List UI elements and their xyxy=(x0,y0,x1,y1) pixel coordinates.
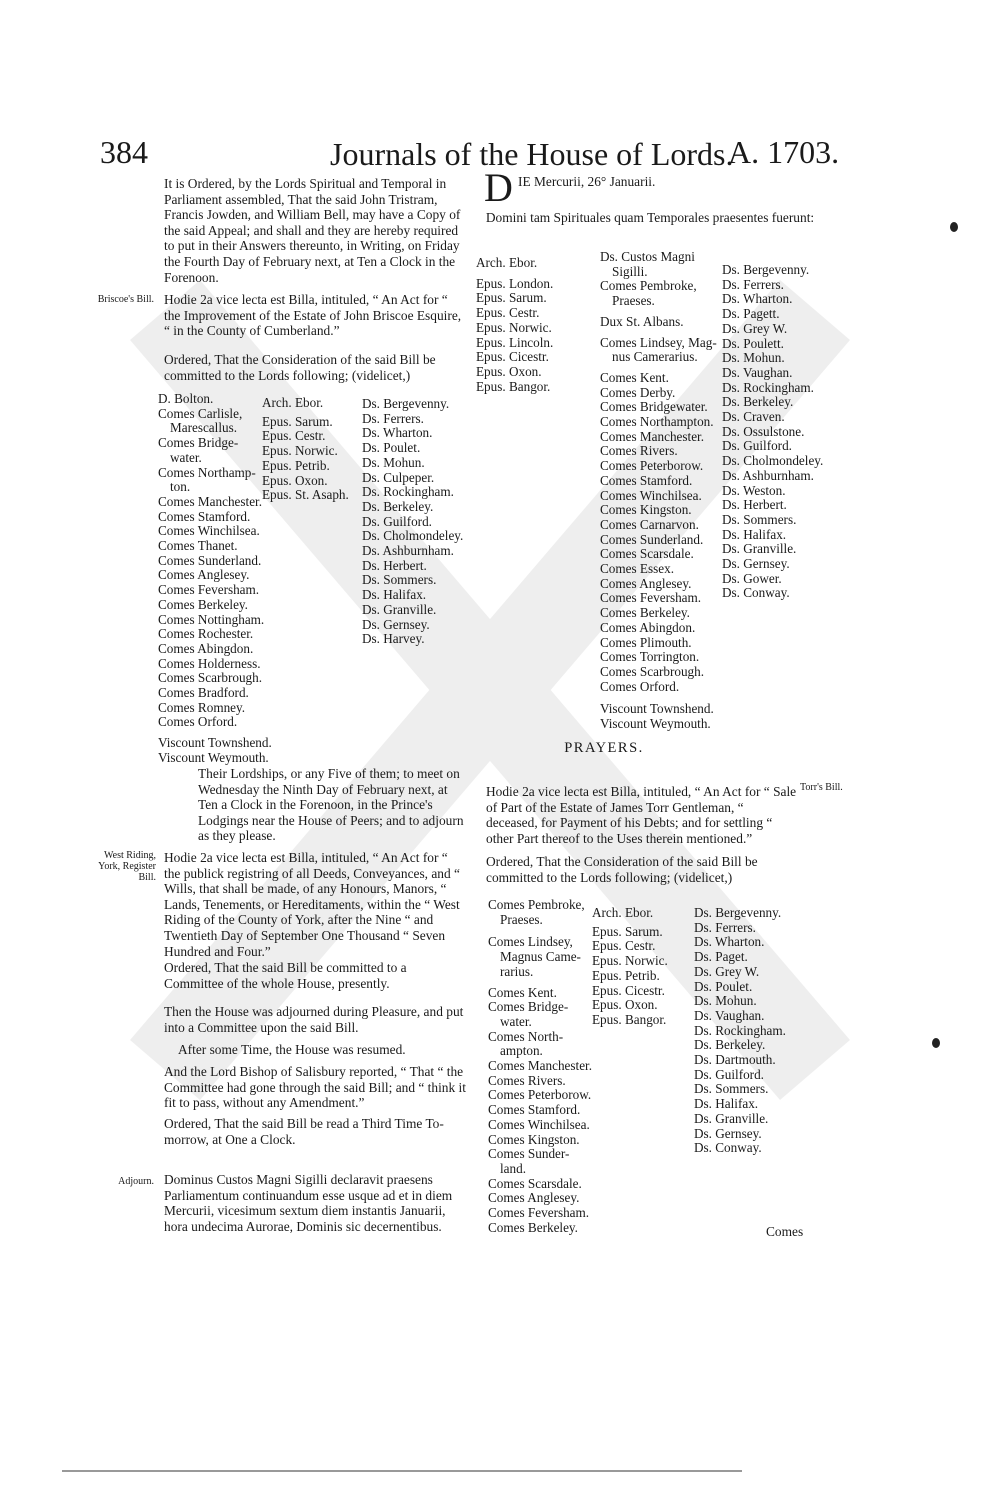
list-item: Marescallus. xyxy=(170,420,238,436)
list-item: Comes Anglesey. xyxy=(488,1190,580,1206)
list-item: Ds. Harvey. xyxy=(362,631,425,647)
list-item: Comes Orford. xyxy=(158,714,238,730)
catchword: Comes xyxy=(766,1224,804,1239)
list-item: Comes Kent. xyxy=(488,984,557,1000)
list-item: Comes Peterborow. xyxy=(488,1087,592,1103)
briscoe-committee-col2 xyxy=(262,396,349,503)
list-item: Ds. Gernsey. xyxy=(722,556,790,572)
list-item: Epus. Cicestr. xyxy=(592,982,665,998)
list-item: Ds. Gower. xyxy=(722,570,782,586)
list-item: Comes Thanet. xyxy=(158,538,238,554)
list-item: Comes Stamford. xyxy=(488,1102,581,1118)
list-item: Ds. Conway. xyxy=(722,585,790,601)
list-item: Arch. Ebor. xyxy=(262,395,324,410)
list-item: Ds. Vaughan. xyxy=(722,364,793,380)
list-item: land. xyxy=(500,1160,527,1176)
session-date: IE Mercurii, 26° Januarii. xyxy=(518,174,656,189)
list-item: Comes Northamp- xyxy=(158,464,256,480)
list-item: Ds. Dartmouth. xyxy=(694,1052,776,1068)
ordered-appeal-paragraph: It is Ordered, by the Lords Spiritual and Temporal in Parliament assembled, That the said John Tristram, Francis Jowden, and William Bell, may have a Copy of the said Appeal; and shall and they are hereby required to put in their Answers thereunto, in Writing, on Friday the Fourth Day of February next, at Ten a Clock in the Forenoon. xyxy=(164,176,461,285)
list-item: Praeses. xyxy=(612,293,655,309)
list-item: Epus. London. xyxy=(476,275,554,291)
list-item: Comes Sunderland. xyxy=(158,552,262,568)
list-item: Ds. Sommers. xyxy=(722,511,797,527)
list-item: Ds. Granville. xyxy=(694,1110,769,1126)
list-item: Ds. Ossulstone. xyxy=(722,423,805,439)
list-item: Comes Plimouth. xyxy=(600,634,692,650)
briscoe-committee-col1 xyxy=(158,392,272,766)
list-item: Praeses. xyxy=(500,911,543,927)
list-item: Ds. Ferrers. xyxy=(362,410,424,426)
present-lords-heading: Domini tam Spirituales quam Temporales praesentes fuerunt: xyxy=(485,210,815,225)
list-item: Comes Berkeley. xyxy=(488,1219,578,1235)
list-item: Epus. Cestr. xyxy=(476,305,540,321)
list-item: Ds. Guilford. xyxy=(362,513,432,529)
list-item: Ds. Sommers. xyxy=(694,1081,769,1097)
list-item: Ds. Berkeley. xyxy=(362,498,434,514)
list-item: Comes Orford. xyxy=(600,678,680,694)
list-item: Comes Carnarvon. xyxy=(600,516,699,532)
list-item: Ds. Custos Magni xyxy=(600,249,695,264)
list-item: Epus. St. Asaph. xyxy=(262,487,349,503)
margin-note-west-riding: West Riding, York, Register Bill. xyxy=(98,850,156,883)
list-item: Ds. Cholmondeley. xyxy=(722,453,824,469)
list-item: Ds. Pagett. xyxy=(722,306,780,322)
meeting-paragraph: Their Lordships, or any Five of them; to meet on Wednesday the Ninth Day of February next, at Ten a Clock in the Forenoon, in the Prince's Lodgings near the House of Peers; and to adjourn as they please. xyxy=(198,766,464,844)
list-item: Comes Lindsey, xyxy=(488,934,573,950)
list-item: Ds. Berkeley. xyxy=(694,1037,766,1053)
list-item: ton. xyxy=(170,479,191,495)
list-item: Comes Abingdon. xyxy=(158,640,254,656)
list-item: Ds. Cholmondeley. xyxy=(362,528,464,544)
briscoe-ordered-paragraph: Ordered, That the Consideration of the said Bill be committed to the Lords following; (videlicet,) xyxy=(164,352,436,383)
list-item: ampton. xyxy=(500,1043,543,1059)
list-item: water. xyxy=(500,1013,532,1029)
margin-note-adjourn: Adjourn. xyxy=(118,1176,154,1187)
list-item: Ds. Mohun. xyxy=(722,350,785,366)
prayers-heading: PRAYERS. xyxy=(564,740,644,756)
list-item: Ds. Rockingham. xyxy=(722,379,814,395)
list-item: Comes Northampton. xyxy=(600,414,714,430)
list-item: Ds. Rockingham. xyxy=(694,1022,786,1038)
list-item: Ds. Weston. xyxy=(722,482,786,498)
list-item: Ds. Grey W. xyxy=(694,963,760,979)
list-item: Viscount Townshend. xyxy=(158,735,272,751)
list-item: Epus. Cestr. xyxy=(592,938,656,954)
list-item: Magnus Came- xyxy=(500,949,581,965)
list-item: Viscount Townshend. xyxy=(600,701,714,717)
list-item: Comes Essex. xyxy=(600,561,674,577)
list-item: Dux St. Albans. xyxy=(600,313,684,329)
list-item: Comes Bridge- xyxy=(158,435,239,451)
list-item: Epus. Lincoln. xyxy=(476,334,554,350)
list-item: Ds. Ashburnham. xyxy=(362,543,454,559)
page-number: 384 xyxy=(100,134,148,170)
list-item: Comes Winchilsea. xyxy=(488,1116,590,1132)
list-item: Comes Scarsdale. xyxy=(600,546,694,562)
resumed-paragraph: After some Time, the House was resumed. xyxy=(178,1042,406,1057)
torr-bill-paragraph: Hodie 2a vice lecta est Billa, intituled, “ An Act for “ Sale of Part of the Estate of James Torr Gentleman, “ deceased, for Payment of his Debts; and for settling “ other Part thereof to the Uses therein mentioned.” xyxy=(486,784,797,846)
list-item: Viscount Weymouth. xyxy=(158,749,269,765)
list-item: Comes Bradford. xyxy=(158,685,249,701)
list-item: Comes Winchilsea. xyxy=(158,523,260,539)
list-item: Epus. Sarum. xyxy=(592,923,663,939)
list-item: nus Camerarius. xyxy=(612,349,698,365)
list-item: Ds. Halifax. xyxy=(362,587,427,603)
list-item: Comes Romney. xyxy=(158,699,246,715)
list-item: Comes Holderness. xyxy=(158,655,261,671)
list-item: Ds. Herbert. xyxy=(362,557,427,573)
torr-committee-col1 xyxy=(488,898,592,1235)
list-item: Epus. Cicestr. xyxy=(476,349,549,365)
present-col2 xyxy=(600,250,717,732)
list-item: Ds. Vaughan. xyxy=(694,1007,765,1023)
list-item: Comes Berkeley. xyxy=(600,605,690,621)
list-item: Comes Carlisle, xyxy=(158,405,243,421)
list-item: water. xyxy=(170,449,202,465)
list-item: Comes Feversham. xyxy=(158,582,260,598)
list-item: Viscount Weymouth. xyxy=(600,716,711,732)
list-item: Ds. Poulett. xyxy=(722,335,784,351)
list-item: Ds. Halifax. xyxy=(722,526,787,542)
list-item: Comes Abingdon. xyxy=(600,619,696,635)
briscoe-committee-col3 xyxy=(362,388,463,647)
list-item: Epus. Oxon. xyxy=(262,472,328,488)
list-item: Comes Feversham. xyxy=(600,590,702,606)
list-item: Comes Lindsey, Mag- xyxy=(600,334,717,350)
list-item: Ds. Gernsey. xyxy=(362,616,430,632)
list-item: Comes Scarsdale. xyxy=(488,1175,582,1191)
briscoe-bill-paragraph: Hodie 2a vice lecta est Billa, intituled, “ An Act for “ the Improvement of the Estate of John Briscoe Esquire, “ in the County of Cumberland.” xyxy=(164,292,462,339)
list-item: Ds. Guilford. xyxy=(722,438,792,454)
torr-committee-col2 xyxy=(592,906,668,1028)
bishop-report-paragraph: And the Lord Bishop of Salisbury reported, “ That “ the Committee had gone through the said Bill; and “ think it fit to pass, without any Amendment.” xyxy=(164,1064,466,1111)
list-item: Epus. Norwic. xyxy=(262,443,338,459)
list-item: Comes Scarbrough. xyxy=(600,663,705,679)
journal-title: Journals of the House of Lords. xyxy=(330,136,734,172)
list-item: Comes Bridgewater. xyxy=(600,399,708,415)
list-item: Comes Sunder- xyxy=(488,1146,570,1162)
list-item: Ds. Culpeper. xyxy=(362,469,435,485)
list-item: Ds. Granville. xyxy=(722,541,797,557)
list-item: Ds. Grey W. xyxy=(722,320,788,336)
list-item: Comes Stamford. xyxy=(158,508,251,524)
list-item: Sigilli. xyxy=(612,263,648,279)
third-reading-paragraph: Ordered, That the said Bill be read a Third Time To-morrow, at One a Clock. xyxy=(164,1116,444,1147)
list-item: Epus. Sarum. xyxy=(476,290,547,306)
list-item: Comes Rivers. xyxy=(600,443,678,459)
list-item: Comes Manchester. xyxy=(488,1058,593,1074)
list-item: Ds. Paget. xyxy=(694,949,748,965)
list-item: Comes Kingston. xyxy=(600,502,692,518)
list-item: Comes Nottingham. xyxy=(158,611,265,627)
list-item: Comes Anglesey. xyxy=(600,575,692,591)
whole-house-ordered-paragraph: Ordered, That the said Bill be committed to a Committee of the whole House, presently. xyxy=(164,960,407,991)
margin-note-torr: Torr's Bill. xyxy=(800,782,843,793)
list-item: Ds. Wharton. xyxy=(694,934,765,950)
list-item: Comes Rivers. xyxy=(488,1072,566,1088)
list-item: Comes Winchilsea. xyxy=(600,487,702,503)
list-item: Epus. Bangor. xyxy=(476,378,551,394)
list-item: Ds. Herbert. xyxy=(722,497,787,513)
list-item: Ds. Wharton. xyxy=(362,425,433,441)
list-item: Comes Manchester. xyxy=(158,493,263,509)
list-item: Ds. Ferrers. xyxy=(722,276,784,292)
list-item: Comes Sunderland. xyxy=(600,531,704,547)
list-item: Ds. Bergevenny. xyxy=(694,905,782,920)
list-item: Comes Rochester. xyxy=(158,626,254,642)
list-item: Comes Pembroke, xyxy=(600,278,697,294)
list-item: Epus. Petrib. xyxy=(262,457,330,473)
list-item: Epus. Norwic. xyxy=(592,953,668,969)
list-item: Arch. Ebor. xyxy=(476,255,538,270)
list-item: Ds. Mohun. xyxy=(694,993,757,1009)
list-item: D. Bolton. xyxy=(158,391,214,406)
list-item: Ds. Halifax. xyxy=(694,1096,759,1112)
list-item: Ds. Mohun. xyxy=(362,454,425,470)
list-item: Comes North- xyxy=(488,1028,564,1044)
list-item: Comes Kingston. xyxy=(488,1131,580,1147)
list-item: Ds. Gernsey. xyxy=(694,1125,762,1141)
list-item: Epus. Norwic. xyxy=(476,319,552,335)
list-item: Ds. Ferrers. xyxy=(694,919,756,935)
list-item: Comes Stamford. xyxy=(600,472,693,488)
adjourned-paragraph: Then the House was adjourned during Pleasure, and put into a Committee upon the said Bill. xyxy=(164,1004,464,1035)
list-item: Epus. Petrib. xyxy=(592,967,660,983)
list-item: Ds. Conway. xyxy=(694,1140,762,1156)
present-col3 xyxy=(722,258,823,601)
west-riding-bill-paragraph: Hodie 2a vice lecta est Billa, intituled, “ An Act for “ the publick registring of all Deeds, Conveyances, and “ Wills, that shall be made, of any Honours, Manors, “ Lands, Tenements, or Hereditaments, within the “ West Riding of the County of York, after the Nine “ and Twentieth Day of September One Thousand “ Seven Hundred and Four.” xyxy=(164,850,460,959)
list-item: Comes Torrington. xyxy=(600,649,700,665)
list-item: Comes Manchester. xyxy=(600,428,705,444)
drop-cap: D xyxy=(484,165,513,210)
list-item: Ds. Bergevenny. xyxy=(362,396,450,411)
ink-mark xyxy=(950,222,958,232)
torr-ordered-paragraph: Ordered, That the Consideration of the said Bill be committed to the Lords following; (videlicet,) xyxy=(486,854,758,885)
list-item: Ds. Granville. xyxy=(362,601,437,617)
adjournment-paragraph: Dominus Custos Magni Sigilli declaravit praesens Parliamentum continuandum esse usque ad et in diem Mercurii, vicesimum sextum diem instantis Januarii, hora undecima Aurorae, Dominis sic decernentibus. xyxy=(164,1172,453,1234)
list-item: Ds. Sommers. xyxy=(362,572,437,588)
list-item: Ds. Guilford. xyxy=(694,1066,764,1082)
list-item: Ds. Wharton. xyxy=(722,291,793,307)
list-item: Comes Anglesey. xyxy=(158,567,250,583)
list-item: Comes Feversham. xyxy=(488,1205,590,1221)
list-item: Epus. Oxon. xyxy=(592,997,658,1013)
list-item: Comes Peterborow. xyxy=(600,458,704,474)
list-item: Epus. Bangor. xyxy=(592,1011,667,1027)
list-item: Ds. Bergevenny. xyxy=(722,262,810,277)
list-item: Ds. Berkeley. xyxy=(722,394,794,410)
list-item: Epus. Oxon. xyxy=(476,363,542,379)
bottom-edge-line xyxy=(62,1470,742,1472)
list-item: Comes Kent. xyxy=(600,369,669,385)
list-item: Ds. Poulet. xyxy=(694,978,753,994)
present-col1 xyxy=(476,256,553,394)
ink-mark xyxy=(932,1038,940,1048)
page-year: A. 1703. xyxy=(728,134,840,170)
list-item: Epus. Sarum. xyxy=(262,413,333,429)
torr-committee-col3 xyxy=(694,906,786,1156)
list-item: Ds. Craven. xyxy=(722,409,785,425)
list-item: Comes Scarbrough. xyxy=(158,670,263,686)
margin-note-briscoe: Briscoe's Bill. xyxy=(97,294,154,305)
list-item: Ds. Poulet. xyxy=(362,440,421,456)
list-item: Comes Berkeley. xyxy=(158,596,248,612)
list-item: Comes Bridge- xyxy=(488,999,569,1015)
list-item: Arch. Ebor. xyxy=(592,905,654,920)
list-item: Ds. Rockingham. xyxy=(362,484,454,500)
list-item: Comes Pembroke, xyxy=(488,897,585,912)
list-item: Comes Derby. xyxy=(600,384,676,400)
list-item: Ds. Ashburnham. xyxy=(722,467,814,483)
list-item: rarius. xyxy=(500,963,534,979)
list-item: Epus. Cestr. xyxy=(262,428,326,444)
